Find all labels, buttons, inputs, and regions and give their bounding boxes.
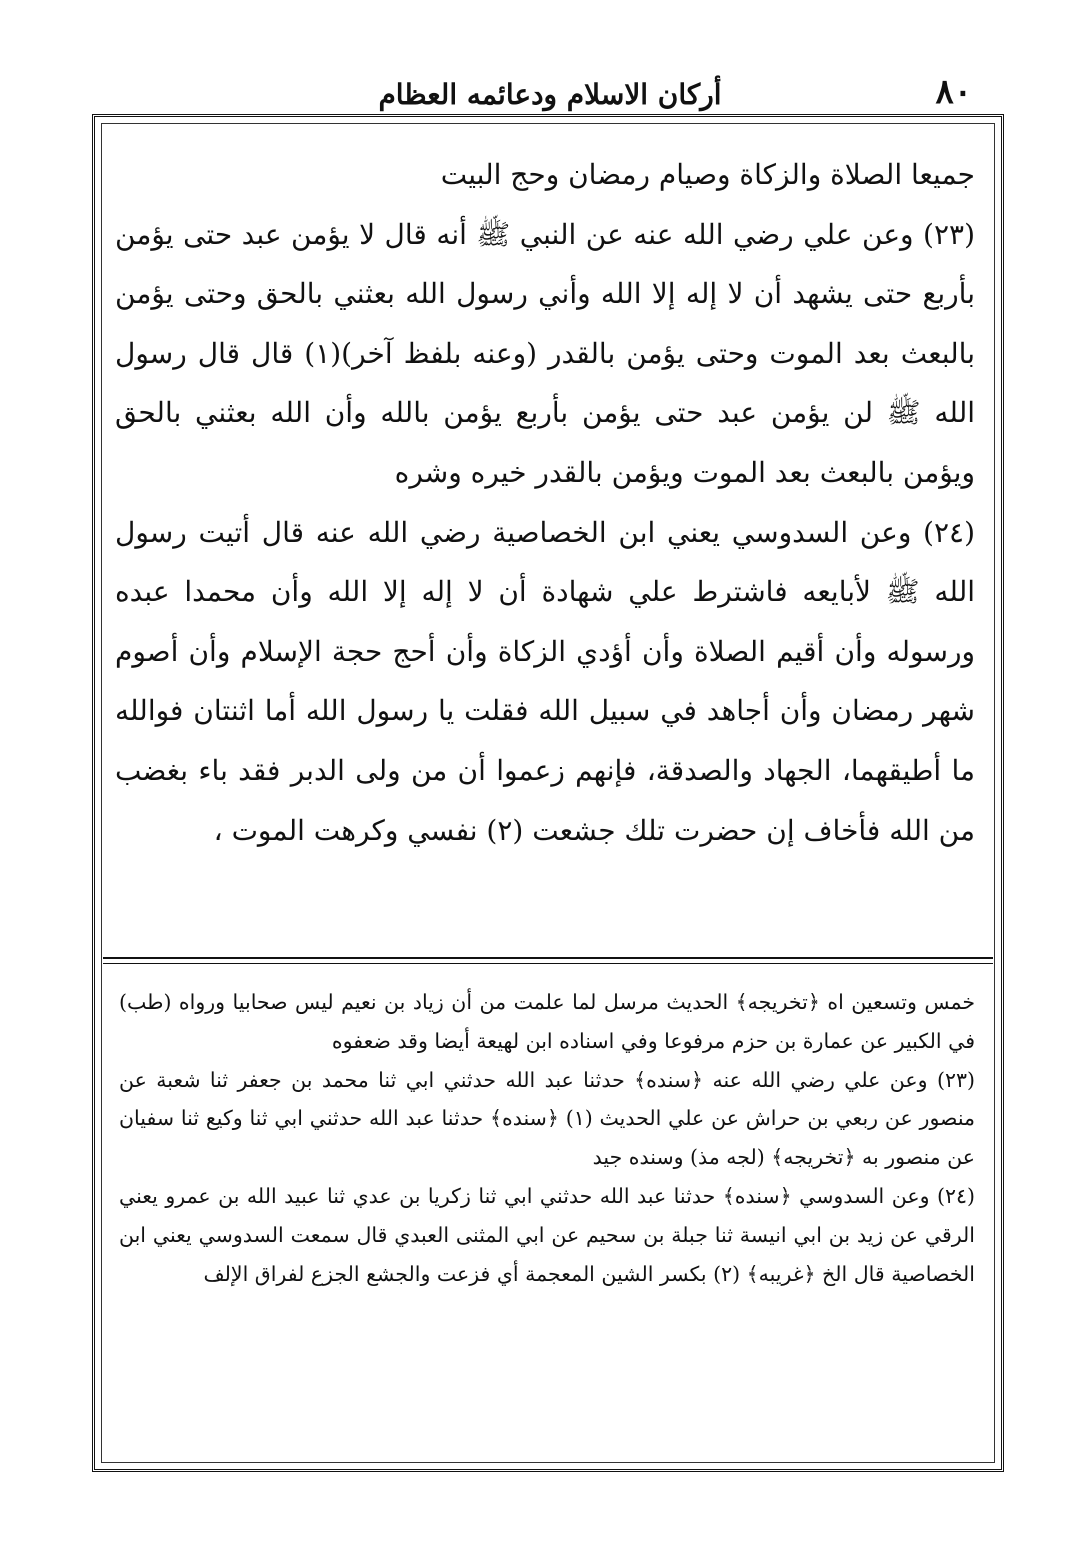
main-paragraph: جميعا الصلاة والزكاة وصيام رمضان وحج البيت (440, 158, 975, 191)
running-title: أركان الاسلام ودعائمه العظام (378, 78, 722, 111)
footnotes (119, 983, 975, 1293)
main-paragraph: (٢٤) وعن السدوسي يعني ابن الخصاصية رضي الله عنه قال أتيت رسول الله ﷺ لأبايعه فاشترط علي شهادة أن لا إله إلا الله وأن محمدا عبده ورسوله وأن أقيم الصلاة وأن أؤدي الزكاة وأن أحج حجة الإسلام وأن أصوم شهر رمضان وأن أجاهد في سبيل الله فقلت يا رسول الله أما اثنتان فوالله ما أطيقهما، الجهاد والصدقة، فإنهم زعموا أن من ولى الدبر فقد باء بغضب من الله فأخاف إن حضرت تلك جشعت (٢) نفسي وكرهت الموت ، (115, 515, 975, 847)
footnote-separator (103, 957, 993, 959)
footnote-paragraph: (٢٣) وعن علي رضي الله عنه ﴿سنده﴾ حدثنا عبد الله حدثني ابي ثنا محمد بن جعفر ثنا شعبة عن منصور عن ربعي بن حراش عن علي الحديث (١) ﴿سنده﴾ حدثنا عبد الله حدثني ابي ثنا وكيع ثنا سفيان عن منصور به ﴿تخريجه﴾ (لجه مذ) وسنده جيد (119, 1067, 975, 1170)
page-frame (92, 114, 1004, 1472)
footnote-paragraph: خمس وتسعين اه ﴿تخريجه﴾ الحديث مرسل لما علمت من أن زياد بن نعيم ليس صحابيا ورواه (طب) في الكبير عن عمارة بن حزم مرفوعا وفي اسناده ابن لهيعة أيضا وقد ضعفوه (119, 990, 975, 1053)
main-text (115, 145, 975, 860)
page-number: ٨٠ (935, 72, 972, 112)
footnote-paragraph: (٢٤) وعن السدوسي ﴿سنده﴾ حدثنا عبد الله حدثني ابي ثنا زكريا بن عدي ثنا عبيد الله بن عمرو يعني الرقي عن زيد بن ابي انيسة ثنا جبلة بن سحيم عن ابي المثنى العبدي قال سمعت السدوسي يعني ابن الخصاصية قال الخ ﴿غريبه﴾ (٢) بكسر الشين المعجمة أي فزعت والجشع الجزع لفراق الإلف (119, 1183, 975, 1286)
main-paragraph: (٢٣) وعن علي رضي الله عنه عن النبي ﷺ أنه قال لا يؤمن عبد حتى يؤمن بأربع حتى يشهد أن لا إله إلا الله وأني رسول الله بعثني بالحق وحتى يؤمن بالبعث بعد الموت وحتى يؤمن بالقدر (وعنه بلفظ آخر)(١) قال قال رسول الله ﷺ لن يؤمن عبد حتى يؤمن بأربع يؤمن بالله وأن الله بعثني بالحق ويؤمن بالبعث بعد الموت ويؤمن بالقدر خيره وشره (115, 217, 976, 489)
page-header (90, 68, 1010, 112)
footnote-separator-thin (103, 963, 993, 964)
